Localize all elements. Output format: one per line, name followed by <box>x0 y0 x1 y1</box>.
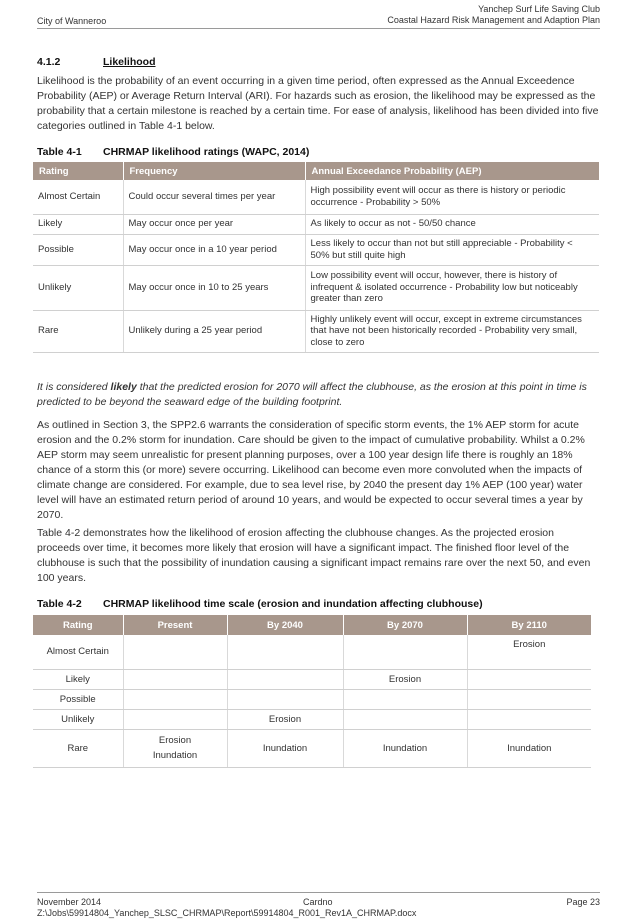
column-header: Present <box>123 615 227 635</box>
table-row <box>33 310 599 352</box>
footer-date: November 2014 <box>37 897 102 907</box>
table-cell: Almost Certain <box>33 180 123 214</box>
column-header: By 2070 <box>343 615 467 635</box>
table-cell: Less likely to occur than not but still appreciable - Probability < 50% but still quite high <box>305 234 599 265</box>
table-cell <box>467 689 591 709</box>
column-header: Annual Exceedance Probability (AEP) <box>305 162 599 180</box>
clubhouse-likelihood-paragraph: Table 4-2 demonstrates how the likelihood of erosion affecting the clubhouse changes. As the projected erosion proceeds over time, it becomes more likely that erosion will have a significant impact. The finished floor level of the clubhouse is such that the possibility of inundation causing a significant impact remains rare over the next 50, and even 100 years. <box>37 527 591 584</box>
table-cell <box>343 709 467 729</box>
table-cell <box>343 635 467 669</box>
likelihood-time-scale-table <box>33 615 591 768</box>
table-cell <box>227 689 343 709</box>
likely-erosion-statement <box>37 380 599 410</box>
header-project <box>387 4 600 26</box>
page-number: Page 23 <box>566 897 600 907</box>
table-cell: Could occur several times per year <box>123 180 305 214</box>
section-title: Likelihood <box>103 56 156 68</box>
table-row <box>33 635 591 669</box>
table-header-row <box>33 615 591 635</box>
table-cell: As likely to occur as not - 50/50 chance <box>305 214 599 234</box>
table1-caption-title: CHRMAP likelihood ratings (WAPC, 2014) <box>103 146 310 158</box>
table-cell <box>123 689 227 709</box>
statement-emphasis: likely <box>110 381 137 393</box>
table-cell: Unlikely <box>33 265 123 310</box>
table2-caption-title: CHRMAP likelihood time scale (erosion and inundation affecting clubhouse) <box>103 598 483 610</box>
table-header-row <box>33 162 599 180</box>
table-cell: Possible <box>33 234 123 265</box>
page-footer <box>37 892 600 923</box>
table-cell <box>343 689 467 709</box>
table-cell: Almost Certain <box>33 635 123 669</box>
section-heading <box>37 56 156 68</box>
table-cell: Likely <box>33 214 123 234</box>
table-cell <box>467 669 591 689</box>
table-row <box>33 729 591 767</box>
table-cell <box>467 709 591 729</box>
table-cell: Erosion <box>227 709 343 729</box>
section-number: 4.1.2 <box>37 56 61 68</box>
footer-left <box>37 897 416 919</box>
table2-caption-number: Table 4-2 <box>37 598 82 610</box>
table-cell: Inundation <box>227 729 343 767</box>
header-project-line2: Coastal Hazard Risk Management and Adaption Plan <box>387 15 600 25</box>
table-cell: Unlikely during a 25 year period <box>123 310 305 352</box>
table-row <box>33 669 591 689</box>
table-cell: Inundation <box>343 729 467 767</box>
cell-line: Erosion <box>158 735 192 746</box>
table-cell: High possibility event will occur as there is history or periodic occurrence - Probability > 50% <box>305 180 599 214</box>
statement-text: It is considered <box>37 381 111 393</box>
column-header: By 2110 <box>467 615 591 635</box>
table-cell: Unlikely <box>33 709 123 729</box>
table2-caption <box>37 598 483 610</box>
table-cell: Possible <box>33 689 123 709</box>
table-cell: May occur once in a 10 year period <box>123 234 305 265</box>
table-cell: May occur once per year <box>123 214 305 234</box>
table-row <box>33 180 599 214</box>
table-cell: Erosion <box>343 669 467 689</box>
table-cell: Inundation <box>467 729 591 767</box>
table1-caption <box>37 146 309 158</box>
table-cell: Rare <box>33 729 123 767</box>
footer-file-path: Z:\Jobs\59914804_Yanchep_SLSC_CHRMAP\Report\59914804_R001_Rev1A_CHRMAP.docx <box>37 908 417 918</box>
likelihood-ratings-table <box>33 162 599 353</box>
table-row <box>33 689 591 709</box>
table-row <box>33 234 599 265</box>
storm-events-paragraph: As outlined in Section 3, the SPP2.6 warrants the consideration of specific storm events, the 1% AEP storm for acute erosion and the 0.2% storm for inundation. Care should be given to the impact of cumulative probability. Whilst a 0.2% AEP storm may seem unrealistic for present planning purposes, over a 100 year design life there is roughly an 18% chance of a storm this (or more) severe occurring. Likelihood can become even more convoluted when the impacts of climate change are considered. For example, due to sea level rise, by 2040 the present day 1% AEP (100 year) water level will have an estimated return period of around 10 years, and would be expected to occur several times a year by 2070. <box>37 419 585 521</box>
table-cell: Low possibility event will occur, however, there is history of infrequent & isolated occurrence - Probability low but noticeably greater than zero <box>305 265 599 310</box>
statement-text: that the predicted erosion for 2070 will affect the clubhouse, as the erosion at this point in time is predicted to be beyond the seaward edge of the building footprint. <box>37 381 587 408</box>
table-cell: Highly unlikely event will occur, except in extreme circumstances that have not been historically recorded - Probability very small, close to zero <box>305 310 599 352</box>
table-cell <box>123 729 227 767</box>
table-cell <box>123 669 227 689</box>
table-cell: Likely <box>33 669 123 689</box>
column-header: Frequency <box>123 162 305 180</box>
column-header: Rating <box>33 162 123 180</box>
header-client: City of Wanneroo <box>37 16 107 26</box>
table-row <box>33 265 599 310</box>
table-cell: May occur once in 10 to 25 years <box>123 265 305 310</box>
table-cell <box>227 635 343 669</box>
table-cell <box>123 635 227 669</box>
column-header: By 2040 <box>227 615 343 635</box>
column-header: Rating <box>33 615 123 635</box>
header-project-line1: Yanchep Surf Life Saving Club <box>478 4 600 14</box>
table-cell: Erosion <box>467 635 591 669</box>
table-cell <box>123 709 227 729</box>
page-header <box>37 4 600 29</box>
intro-paragraph: Likelihood is the probability of an event occurring in a given time period, often expressed as the Annual Exceedence Probability (AEP) or Average Return Interval (ARI). For hazards such as erosion, the likelihood may be expressed as the probability that a certain milestone is reached by a certain time. For ease of analysis, likelihood has been divided into five categories outlined in Table 4-1 below. <box>37 75 599 132</box>
footer-company: Cardno <box>303 897 333 907</box>
table-row <box>33 214 599 234</box>
cell-line: Inundation <box>152 750 198 761</box>
table-row <box>33 709 591 729</box>
table-cell: Rare <box>33 310 123 352</box>
table-cell <box>227 669 343 689</box>
table1-caption-number: Table 4-1 <box>37 146 82 158</box>
